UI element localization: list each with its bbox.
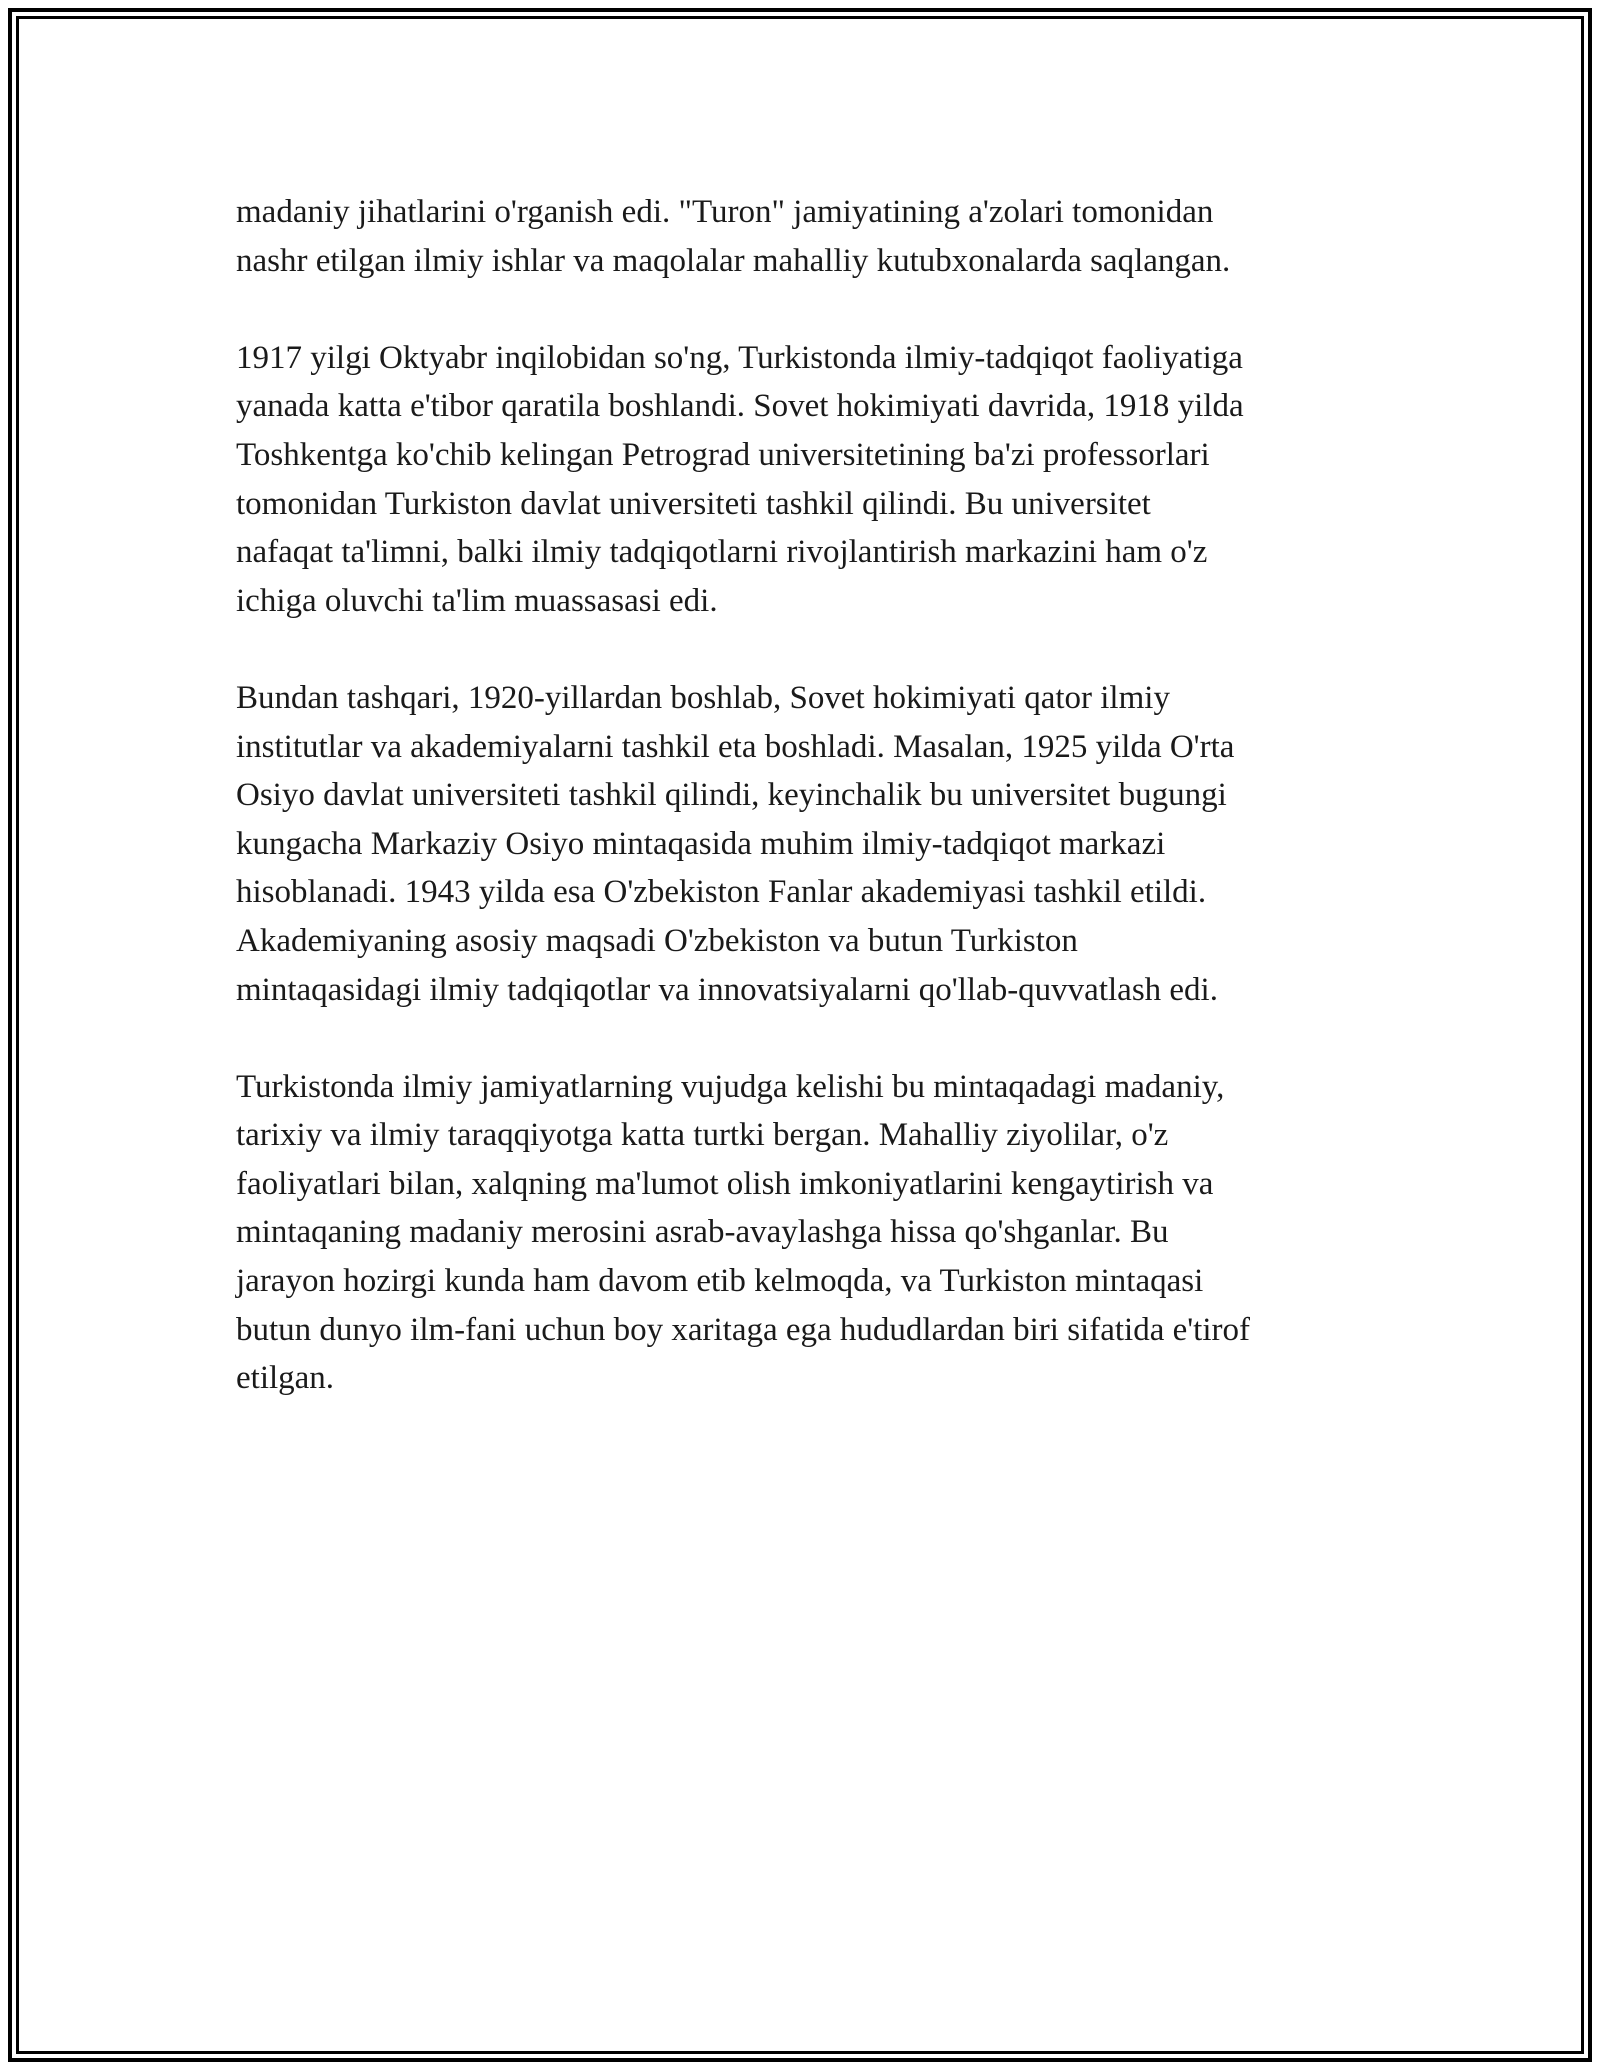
paragraph-1 — [236, 188, 1376, 285]
text-line: mintaqaning madaniy merosini asrab-avaylashga hissa qo'shganlar. Bu — [236, 1214, 1169, 1251]
text-line: hisoblanadi. 1943 yilda esa O'zbekiston Fanlar akademiyasi tashkil etildi. — [236, 874, 1207, 911]
text-line: tarixiy va ilmiy taraqqiyotga katta turtki bergan. Mahalliy ziyolilar, o'z — [236, 1117, 1169, 1154]
text-line: nashr etilgan ilmiy ishlar va maqolalar mahalliy kutubxonalarda saqlangan. — [236, 242, 1231, 279]
text-line: faoliyatlari bilan, xalqning ma'lumot olish imkoniyatlarini kengaytirish va — [236, 1165, 1214, 1202]
text-line: Turkistonda ilmiy jamiyatlarning vujudga kelishi bu mintaqadagi madaniy, — [236, 1068, 1225, 1105]
text-line: Osiyo davlat universiteti tashkil qilindi, keyinchalik bu universitet bugungi — [236, 777, 1227, 814]
paragraph-2 — [236, 334, 1376, 626]
text-line: Toshkentga ko'chib kelingan Petrograd universitetining ba'zi professorlari — [236, 436, 1210, 473]
text-line: 1917 yilgi Oktyabr inqilobidan so'ng, Turkistonda ilmiy-tadqiqot faoliyatiga — [236, 339, 1243, 376]
text-line: nafaqat ta'limni, balki ilmiy tadqiqotlarni rivojlantirish markazini ham o'z — [236, 534, 1208, 571]
paragraph-3 — [236, 674, 1376, 1014]
text-line: kungacha Markaziy Osiyo mintaqasida muhim ilmiy-tadqiqot markazi — [236, 825, 1166, 862]
text-line: tomonidan Turkiston davlat universiteti tashkil qilindi. Bu universitet — [236, 485, 1151, 522]
text-line: Bundan tashqari, 1920-yillardan boshlab, Sovet hokimiyati qator ilmiy — [236, 679, 1170, 716]
text-line: mintaqasidagi ilmiy tadqiqotlar va innovatsiyalarni qo'llab-quvvatlash edi. — [236, 971, 1218, 1008]
document-body — [236, 188, 1376, 1451]
text-line: Akademiyaning asosiy maqsadi O'zbekiston va butun Turkiston — [236, 922, 1078, 959]
text-line: yanada katta e'tibor qaratila boshlandi. Sovet hokimiyati davrida, 1918 yilda — [236, 388, 1244, 425]
text-line: etilgan. — [236, 1360, 335, 1397]
text-line: jarayon hozirgi kunda ham davom etib kelmoqda, va Turkiston mintaqasi — [236, 1263, 1204, 1300]
text-line: butun dunyo ilm-fani uchun boy xaritaga ega hududlardan biri sifatida e'tirof — [236, 1311, 1250, 1348]
paragraph-4 — [236, 1063, 1376, 1403]
text-line: institutlar va akademiyalarni tashkil eta boshladi. Masalan, 1925 yilda O'rta — [236, 728, 1235, 765]
text-line: ichiga oluvchi ta'lim muassasasi edi. — [236, 582, 718, 619]
text-line: madaniy jihatlarini o'rganish edi. "Turon" jamiyatining a'zolari tomonidan — [236, 194, 1214, 230]
